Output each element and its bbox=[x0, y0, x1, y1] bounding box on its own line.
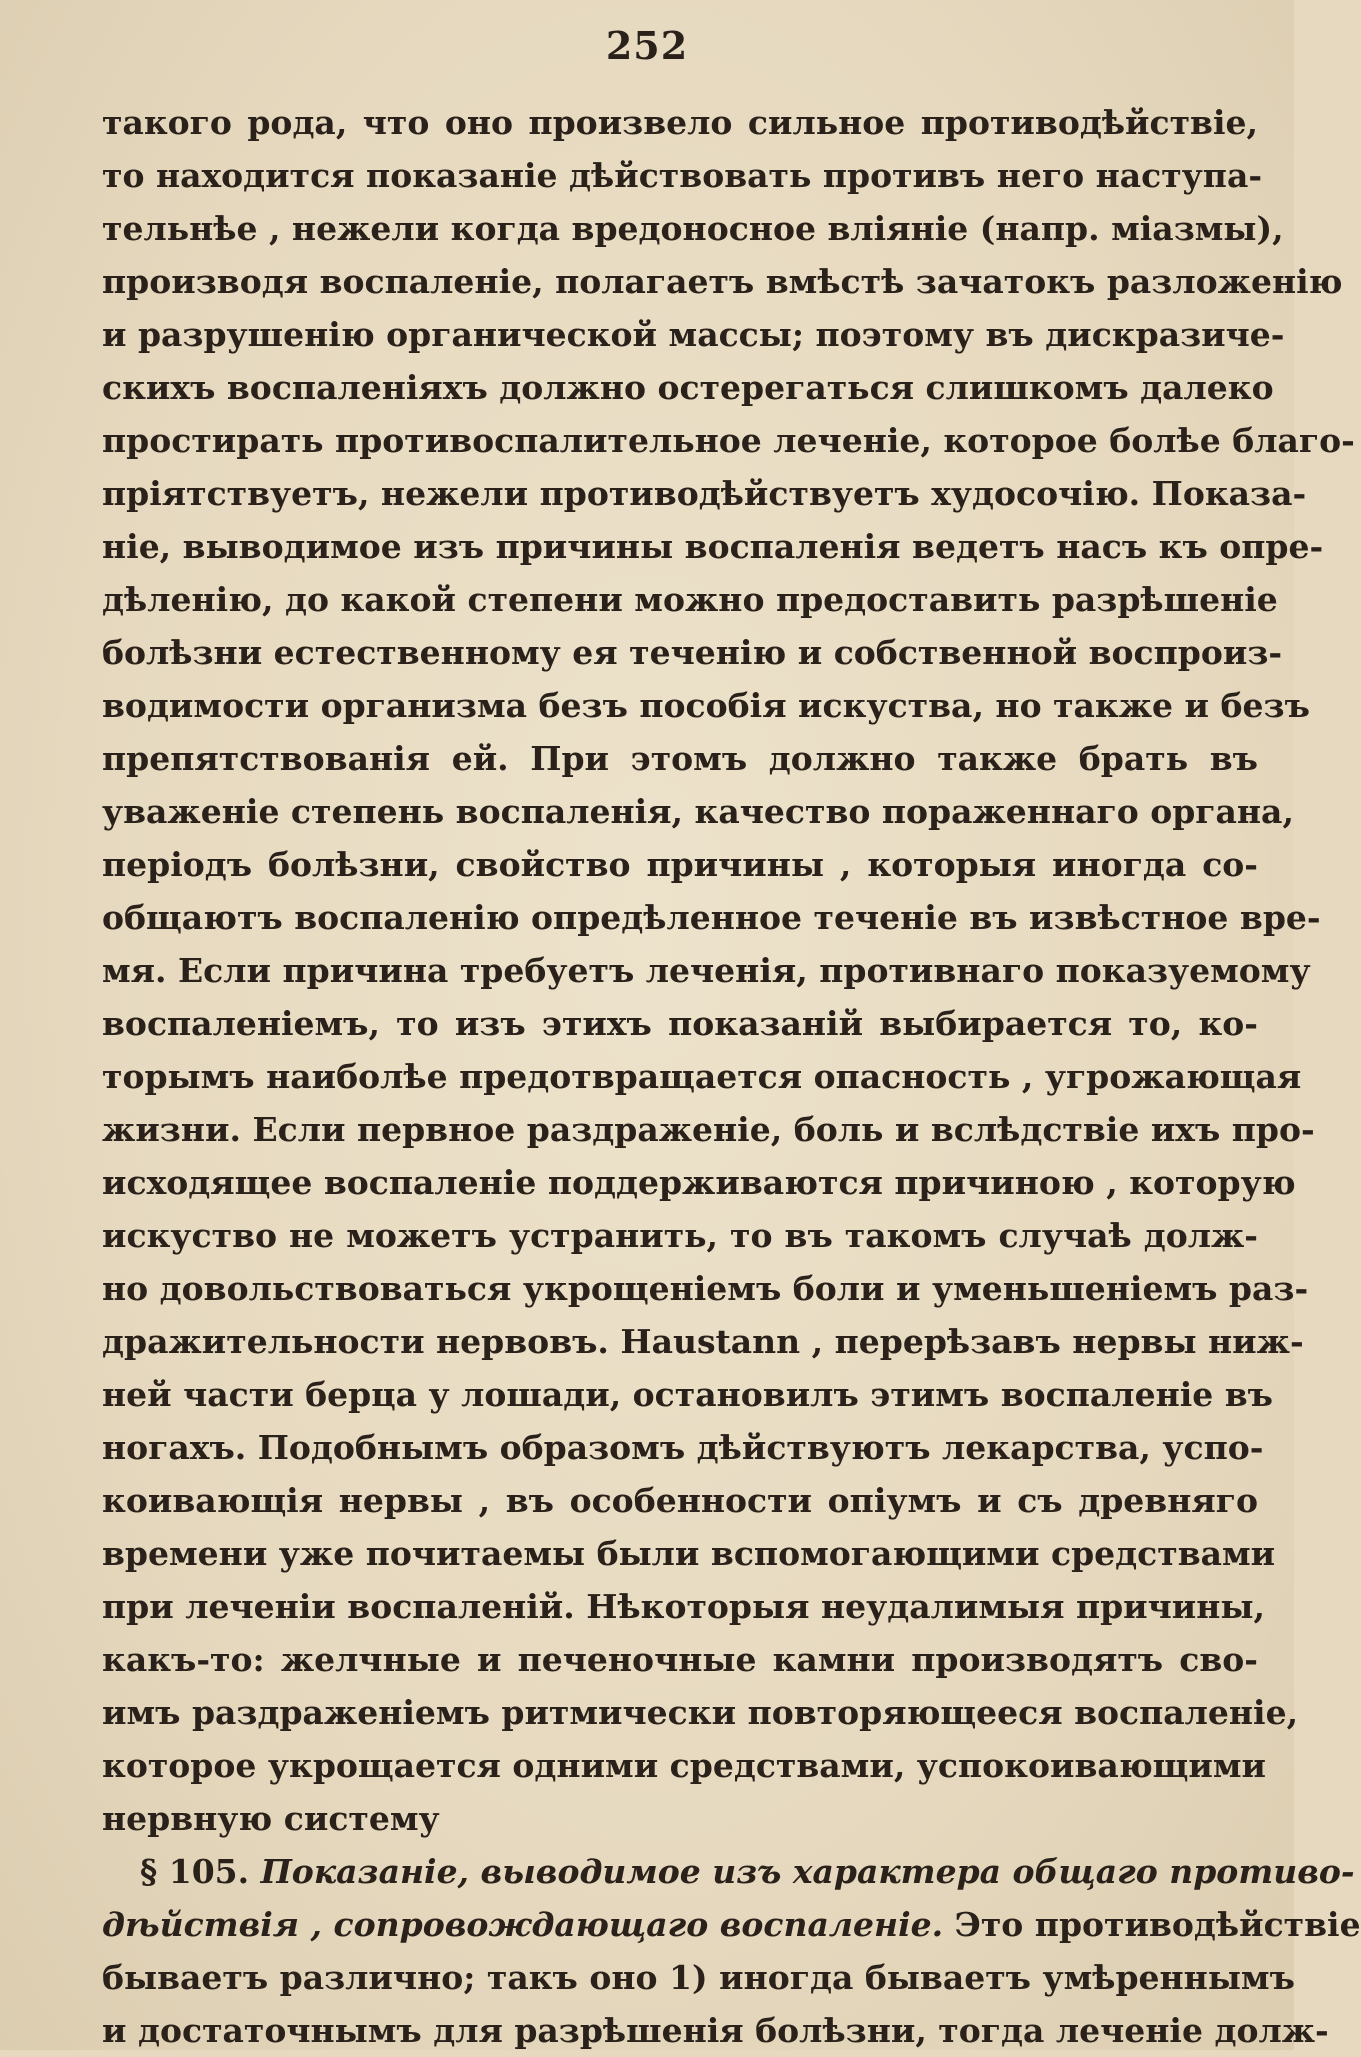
text-line: нервную систему bbox=[102, 1799, 440, 1838]
text-line: дѣленію, до какой степени можно предоставить разрѣшеніе bbox=[102, 580, 1278, 619]
text-line: времени уже почитаемы были вспомогающими средствами bbox=[102, 1534, 1276, 1573]
section-heading-line bbox=[102, 1845, 1355, 1898]
text-line: дражительности нервовъ. Haustann , перерѣзавъ нервы ниж- bbox=[102, 1322, 1304, 1361]
text-line: и разрушенію органической массы; поэтому въ дискразиче- bbox=[102, 315, 1285, 354]
text-line: и достаточнымъ для разрѣшенія болѣзни, тогда леченіе долж- bbox=[102, 2011, 1329, 2050]
text-line: ніе, выводимое изъ причины воспаленія ведетъ насъ къ опре- bbox=[102, 527, 1324, 566]
text-line: при леченіи воспаленій. Нѣкоторыя неудалимыя причины, bbox=[102, 1587, 1266, 1626]
text-line: имъ раздраженіемъ ритмически повторяющееся воспаленіе, bbox=[102, 1693, 1299, 1732]
text-line: пріятствуетъ, нежели противодѣйствуетъ худосочію. Показа- bbox=[102, 474, 1307, 513]
text-line: торымъ наиболѣе предотвращается опасность , угрожающая bbox=[102, 1057, 1302, 1096]
text-line: но довольствоваться укрощеніемъ боли и уменьшеніемъ раз- bbox=[102, 1269, 1309, 1308]
text-line: ней части берца у лошади, остановилъ этимъ воспаленіе въ bbox=[102, 1375, 1273, 1414]
text-line: бываетъ различно; такъ оно 1) иногда бываетъ умѣреннымъ bbox=[102, 1958, 1295, 1997]
section-text: Это противодѣйствіе bbox=[943, 1905, 1361, 1944]
text-line: жизни. Если первное раздраженіе, боль и вслѣдствіе ихъ про- bbox=[102, 1110, 1315, 1149]
text-line: мя. Если причина требуетъ леченія, противнаго показуемому bbox=[102, 951, 1311, 990]
text-line: то находится показаніе дѣйствовать противъ него наступа- bbox=[102, 156, 1263, 195]
text-line: какъ-то: желчные и печеночные камни производятъ сво- bbox=[102, 1640, 1258, 1679]
text-line: водимости организма безъ пособія искуства, но также и безъ bbox=[102, 686, 1310, 725]
section-number: § 105. bbox=[140, 1852, 250, 1891]
text-line: исходящее воспаленіе поддерживаются причиною , которую bbox=[102, 1163, 1296, 1202]
text-line: производя воспаленіе, полагаетъ вмѣстѣ зачатокъ разложенію bbox=[102, 262, 1343, 301]
text-line: общаютъ воспаленію опредѣленное теченіе въ извѣстное вре- bbox=[102, 898, 1321, 937]
text-line: простирать противоспалительное леченіе, которое болѣе благо- bbox=[102, 421, 1355, 460]
text-line: уваженіе степень воспаленія, качество пораженнаго органа, bbox=[102, 792, 1294, 831]
text-line: коивающія нервы , въ особенности опіумъ и съ древняго bbox=[102, 1481, 1258, 1520]
text-line: скихъ воспаленіяхъ должно остерегаться слишкомъ далеко bbox=[102, 368, 1274, 407]
text-line: искуство не можетъ устранить, то въ такомъ случаѣ долж- bbox=[102, 1216, 1258, 1255]
text-line: такого рода, что оно произвело сильное противодѣйствіе, bbox=[102, 103, 1258, 142]
text-line: періодъ болѣзни, свойство причины , которыя иногда со- bbox=[102, 845, 1258, 884]
section-heading-line bbox=[102, 1898, 1361, 1951]
section-heading: Показаніе, выводимое изъ характера общаго противо- bbox=[260, 1852, 1355, 1891]
text-line: тельнѣе , нежели когда вредоносное вліяніе (напр. міазмы), bbox=[102, 209, 1284, 248]
text-line: болѣзни естественному ея теченію и собственной воспроиз- bbox=[102, 633, 1283, 672]
text-line: ногахъ. Подобнымъ образомъ дѣйствуютъ лекарства, успо- bbox=[102, 1428, 1264, 1467]
text-line: препятствованія ей. При этомъ должно также брать въ bbox=[102, 739, 1258, 778]
text-line: воспаленіемъ, то изъ этихъ показаній выбирается то, ко- bbox=[102, 1004, 1258, 1043]
text-line: которое укрощается одними средствами, успокоивающими bbox=[102, 1746, 1266, 1785]
body-text bbox=[102, 96, 1361, 2057]
section-heading-continued: дѣйствія , сопровождающаго воспаленіе. bbox=[102, 1905, 944, 1944]
page-number: 252 bbox=[605, 23, 689, 68]
